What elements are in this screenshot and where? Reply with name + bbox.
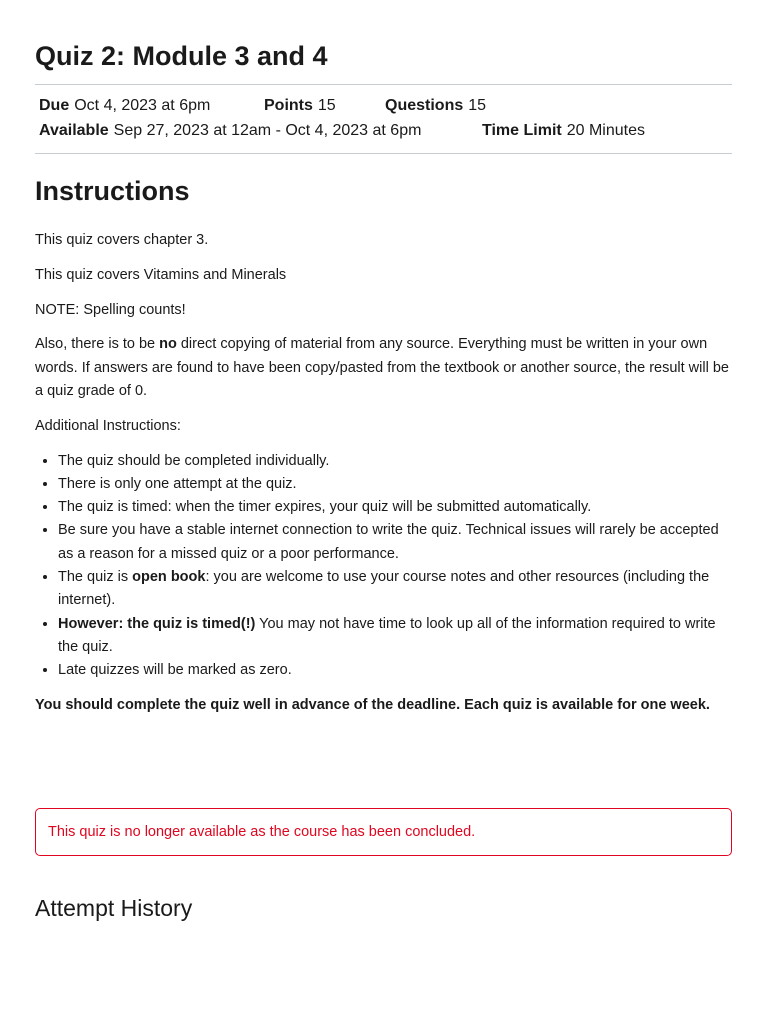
points-label: Points <box>264 97 313 114</box>
quiz-unavailable-alert <box>35 808 732 856</box>
points-value: 15 <box>317 97 336 114</box>
list-item: • The quiz should be completed individually. <box>58 450 732 473</box>
copying-text-end: direct copying of material from any source. Everything must be written in your own words. If answers are found to have been copy/pasted from the textbook or another source, the result will be a quiz grade of 0. <box>35 336 729 399</box>
time-limit-label: Time Limit <box>482 122 562 139</box>
instructions-paragraph-chapter: This quiz covers chapter 3. <box>35 232 209 248</box>
instructions-paragraph-copying <box>35 333 732 403</box>
page-title: Quiz 2: Module 3 and 4 <box>35 41 328 71</box>
time-limit <box>482 120 645 142</box>
due-date <box>39 95 210 117</box>
points <box>264 95 336 117</box>
questions <box>385 95 486 117</box>
list-item: • The quiz is timed: when the timer expires, your quiz will be submitted automatically. <box>58 496 732 519</box>
list-item <box>58 613 732 660</box>
available-value: Sep 27, 2023 at 12am - Oct 4, 2023 at 6pm <box>113 122 422 139</box>
instructions-paragraph-additional: Additional Instructions: <box>35 417 181 434</box>
due-label: Due <box>39 97 70 114</box>
timed-warning-text: You may not have time to look up all of the information required to write the quiz. <box>58 615 716 655</box>
deadline-note: You should complete the quiz well in advance of the deadline. Each quiz is available for one week. <box>35 697 710 714</box>
list-item: • Late quizzes will be marked as zero. <box>58 659 732 682</box>
open-book-emphasis: open book <box>132 569 206 586</box>
instructions-body <box>35 229 732 729</box>
list-item: • There is only one attempt at the quiz. <box>58 473 732 496</box>
open-book-text-start: The quiz is <box>58 569 133 586</box>
divider-bottom <box>35 153 732 154</box>
copying-text-emphasis: no <box>159 336 177 353</box>
timed-warning-emphasis: However: the quiz is timed(!) <box>58 615 256 632</box>
copying-text-start: Also, there is to be <box>35 336 160 353</box>
questions-value: 15 <box>468 97 487 114</box>
alert-message: This quiz is no longer available as the course has been concluded. <box>48 824 476 840</box>
list-item <box>58 566 732 613</box>
time-limit-value: 20 Minutes <box>566 122 645 139</box>
instructions-paragraph-topic: This quiz covers Vitamins and Minerals <box>35 266 287 283</box>
open-book-text-end: : you are welcome to use your course notes and other resources (including the internet). <box>58 569 710 609</box>
due-value: Oct 4, 2023 at 6pm <box>74 97 211 114</box>
attempt-history-heading: Attempt History <box>35 895 193 921</box>
divider-top <box>35 84 732 85</box>
list-item: • Be sure you have a stable internet connection to write the quiz. Technical issues will rarely be accepted as a reason for a missed quiz or a poor performance. <box>58 519 732 566</box>
instructions-heading: Instructions <box>35 176 190 206</box>
availability <box>39 120 421 142</box>
instructions-list <box>35 450 732 683</box>
available-label: Available <box>39 122 109 139</box>
questions-label: Questions <box>385 97 464 114</box>
instructions-paragraph-note: NOTE: Spelling counts! <box>35 301 186 318</box>
